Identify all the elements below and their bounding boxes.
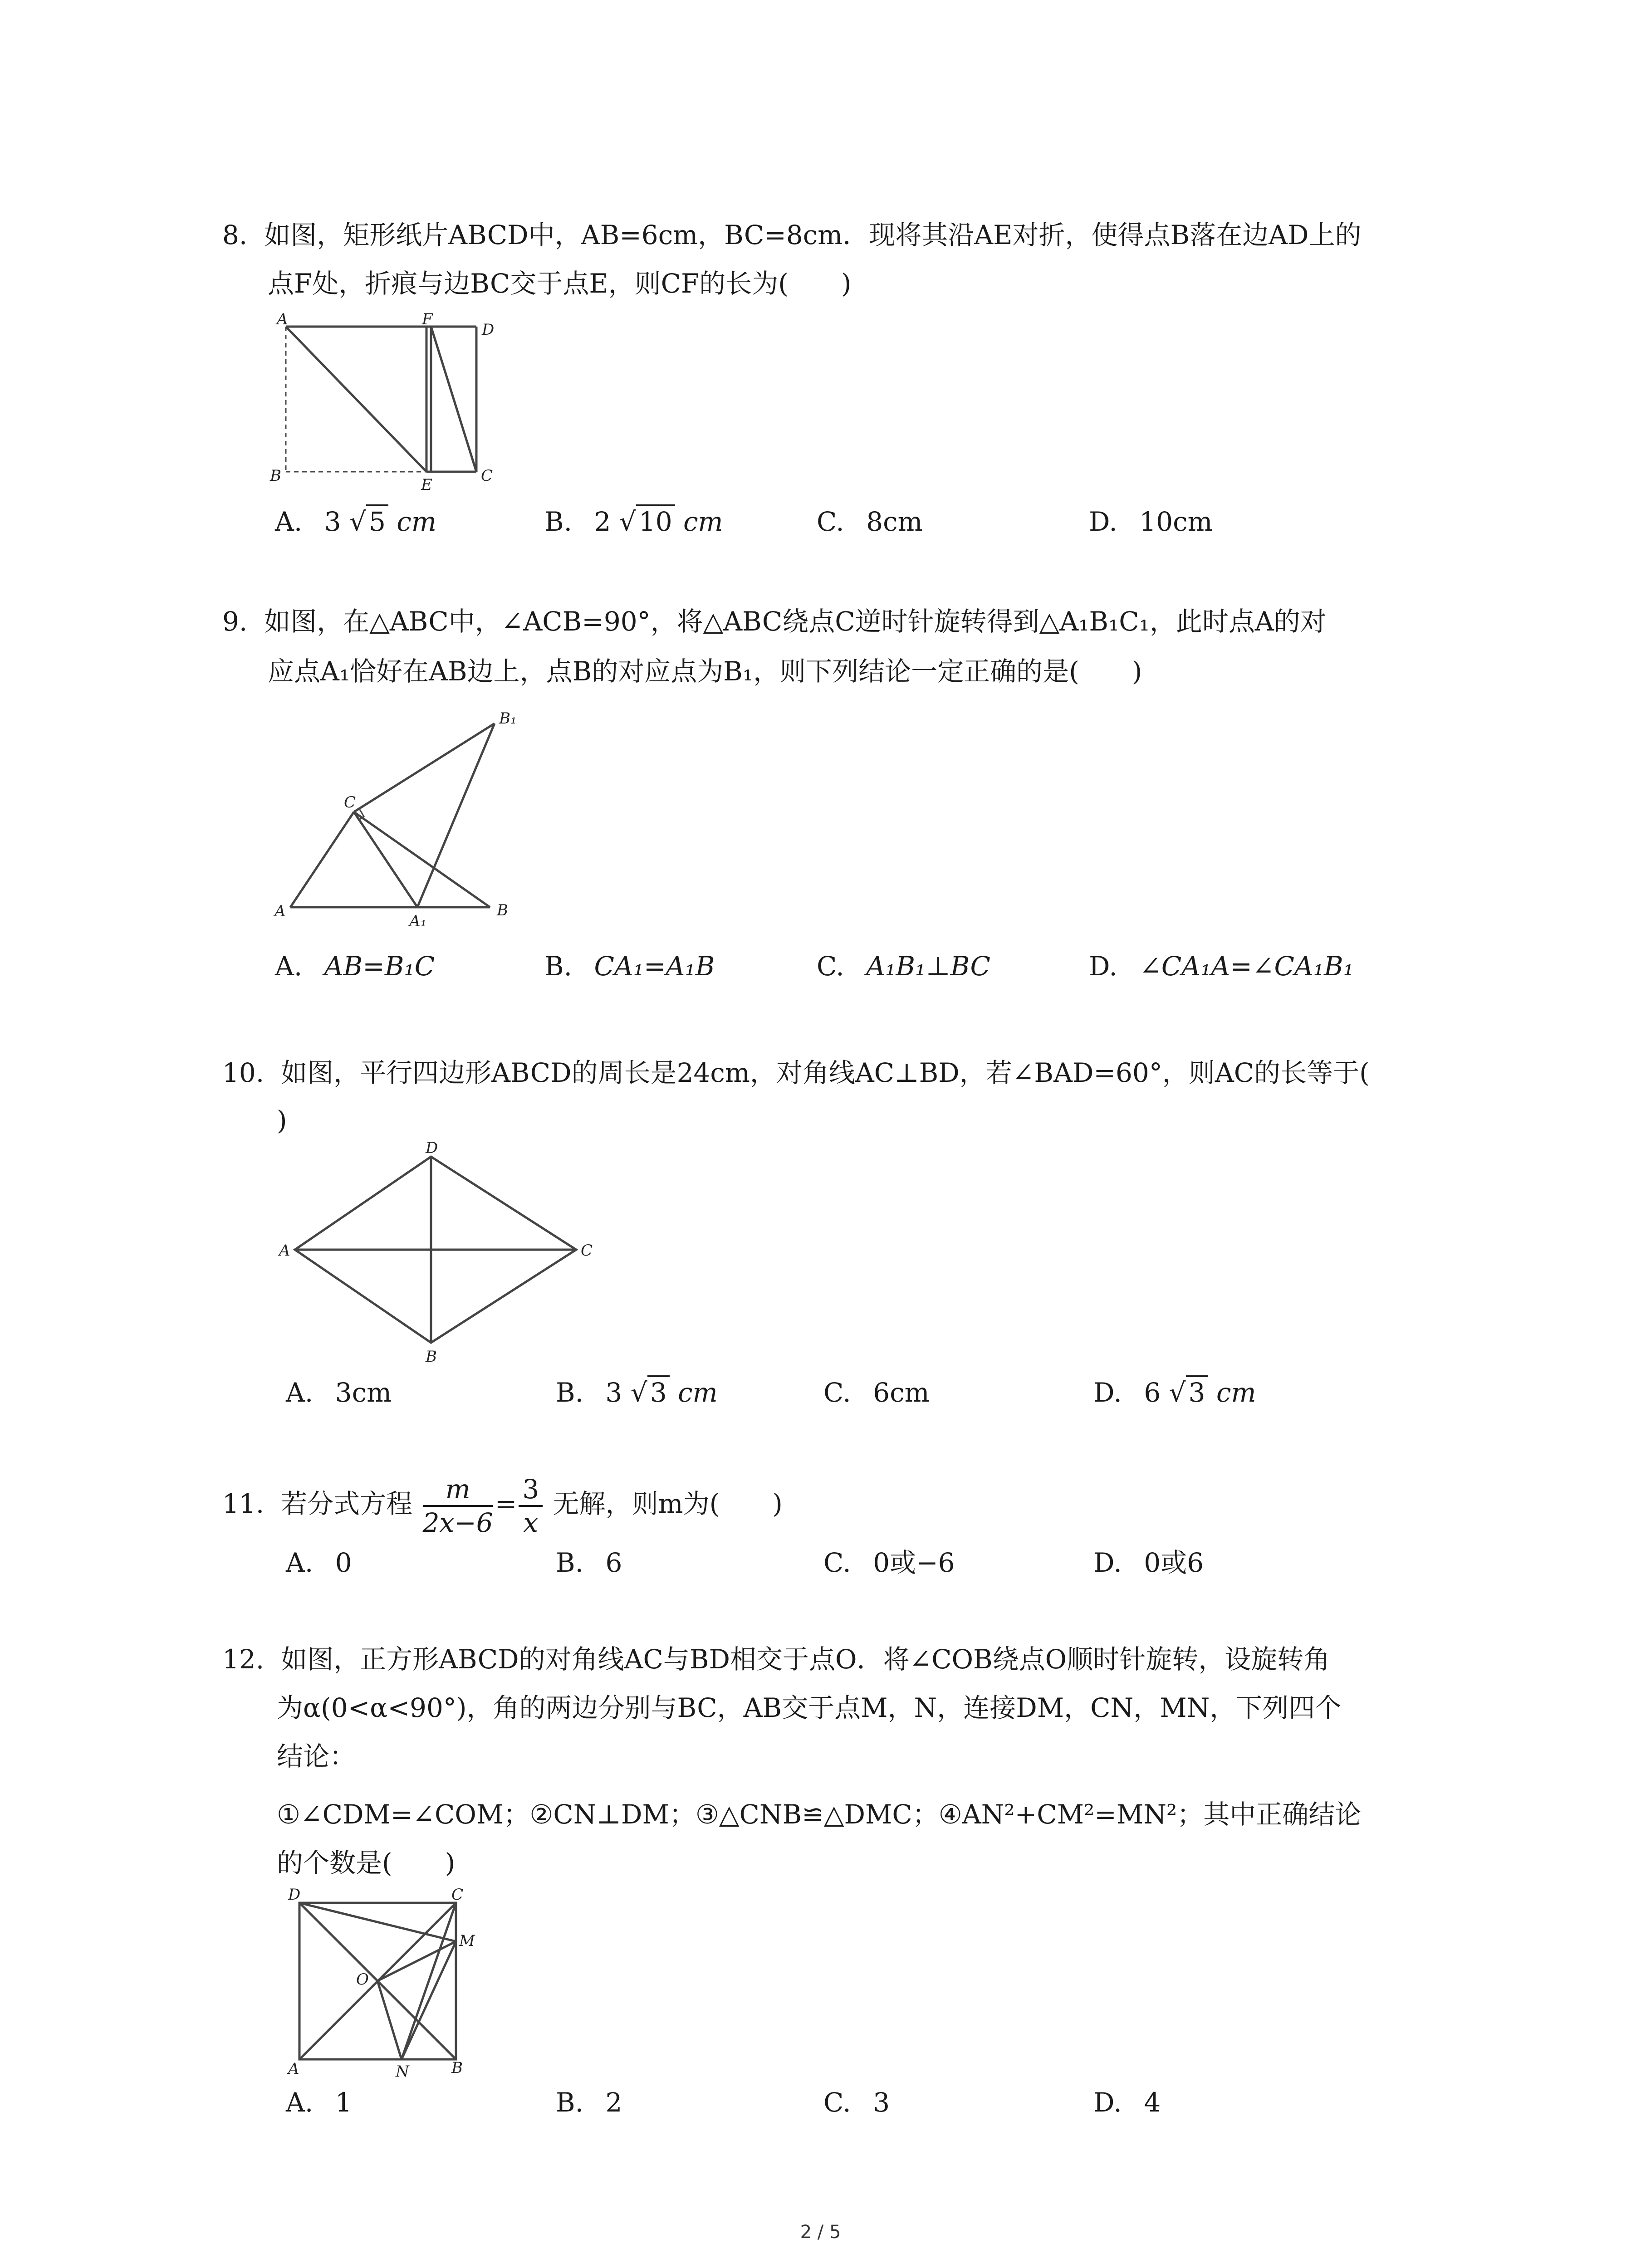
q12-label-C: C <box>451 1886 464 1904</box>
q8-option-b[interactable]: B. 2 √ 10 cm <box>544 503 723 540</box>
q9-rotation-figure <box>268 709 540 930</box>
q9-stem-line2: 应点A₁恰好在AB边上，点B的对应点为B₁，则下列结论一定正确的是( ) <box>268 656 1142 687</box>
q12-label-A: A <box>288 2060 299 2078</box>
q12-stem-line5: 的个数是( ) <box>277 1848 456 1878</box>
q11-option-d-label: D. <box>1093 1547 1122 1578</box>
q11-option-b[interactable]: B. 6 <box>556 1547 622 1578</box>
q12-square-figure <box>272 1882 508 2082</box>
q12-segment-MN <box>402 1941 456 2059</box>
q8-option-d[interactable]: D. 10cm <box>1089 506 1213 537</box>
q8-label-E: E <box>421 476 432 494</box>
q8-option-b-label: B. <box>544 506 573 537</box>
q10-option-a[interactable]: A. 3cm <box>286 1377 392 1408</box>
q9-option-d-label: D. <box>1089 951 1117 982</box>
q10-label-C: C <box>581 1242 593 1260</box>
q9-option-c[interactable]: C. A₁B₁⊥BC <box>817 951 990 982</box>
q8-option-c[interactable]: C. 8cm <box>817 506 923 537</box>
q9-label-C: C <box>344 793 356 811</box>
q8-label-B: B <box>270 467 281 485</box>
q10-stem-line1 <box>222 1055 1370 1091</box>
q8-option-a-label: A. <box>275 506 303 537</box>
q11-fraction-left <box>423 1473 493 1539</box>
q12-option-d-label: D. <box>1093 2087 1122 2118</box>
q11-option-b-label: B. <box>556 1547 584 1578</box>
q10-option-b-label: B. <box>556 1377 584 1408</box>
q11-option-a-label: A. <box>286 1547 314 1578</box>
q11-frac-left-denominator: 2x−6 <box>422 1507 493 1538</box>
q12-option-c[interactable]: C. 3 <box>823 2087 890 2118</box>
q8-number: 8. <box>222 220 248 250</box>
q10-option-a-label: A. <box>286 1377 314 1408</box>
q12-option-d[interactable]: D. 4 <box>1093 2087 1161 2118</box>
q9-segment-AC <box>290 812 354 907</box>
q9-segment-CA1 <box>354 812 417 907</box>
q11-frac-left-numerator: m <box>423 1473 493 1507</box>
q8-segment-FC <box>431 327 476 472</box>
q10-option-c-label: C. <box>823 1377 851 1408</box>
q9-option-d[interactable]: D. ∠CA₁A=∠CA₁B₁ <box>1089 951 1354 982</box>
q10-option-b[interactable]: B. 3 √ 3 cm <box>556 1374 718 1411</box>
q10-label-A: A <box>279 1242 290 1260</box>
q10-stem-line2: ) <box>277 1105 287 1136</box>
q9-segment-CB1 <box>354 723 495 812</box>
q11-option-a[interactable]: A. 0 <box>286 1547 352 1578</box>
q12-option-a-label: A. <box>286 2087 314 2118</box>
q12-option-a[interactable]: A. 1 <box>286 2087 352 2118</box>
q8-stem-line2: 点F处，折痕与边BC交于点E，则CF的长为( ) <box>268 268 852 299</box>
q9-option-a[interactable]: A. AB=B₁C <box>275 951 435 982</box>
q11-frac-right-numerator: 3 <box>519 1473 543 1507</box>
q10-option-d-label: D. <box>1093 1377 1122 1408</box>
q9-number: 9. <box>222 606 248 637</box>
q11-frac-right-denominator: x <box>523 1507 539 1538</box>
q12-label-D: D <box>288 1886 301 1904</box>
q9-segment-A1B1 <box>417 723 495 907</box>
q11-prefix: 若分式方程 <box>281 1488 413 1519</box>
q9-label-B1: B₁ <box>499 709 517 728</box>
q11-equals: = <box>495 1488 517 1519</box>
q8-rectangle-figure <box>268 310 504 494</box>
q8-option-a[interactable]: A. 3 √ 5 cm <box>275 503 436 540</box>
q10-option-c[interactable]: C. 6cm <box>823 1377 930 1408</box>
q12-label-B: B <box>451 2059 463 2077</box>
q12-label-N: N <box>396 2063 409 2081</box>
q11-fraction-right <box>519 1473 543 1539</box>
q8-option-d-label: D. <box>1089 506 1117 537</box>
q10-option-d[interactable]: D. 6 √ 3 cm <box>1093 1374 1256 1411</box>
q11-stem <box>222 1470 783 1539</box>
q8-option-c-label: C. <box>817 506 844 537</box>
q12-label-M: M <box>459 1932 475 1950</box>
q9-stem-line1 <box>222 603 1327 640</box>
q12-option-b-label: B. <box>556 2087 584 2118</box>
q9-option-b[interactable]: B. CA₁=A₁B <box>544 951 715 982</box>
q12-label-O: O <box>356 1970 369 1989</box>
q9-option-a-label: A. <box>275 951 303 982</box>
q9-text-line1: 如图，在△ABC中，∠ACB=90°，将△ABC绕点C逆时针旋转得到△A₁B₁C₁，此时点A的对 <box>264 606 1327 637</box>
q12-stem-line1 <box>222 1641 1330 1677</box>
q11-number: 11. <box>222 1488 265 1519</box>
q9-label-B: B <box>497 901 508 919</box>
q12-stem-line3: 结论： <box>277 1741 356 1772</box>
q10-number: 10. <box>222 1057 265 1088</box>
q8-stem-line1 <box>222 217 1361 253</box>
q9-segment-CB <box>354 812 490 907</box>
q12-option-b[interactable]: B. 2 <box>556 2087 622 2118</box>
q8-label-A: A <box>277 310 288 328</box>
q9-option-c-label: C. <box>817 951 844 982</box>
q9-label-A1: A₁ <box>409 912 427 930</box>
q12-stem-line4: ①∠CDM=∠COM；②CN⊥DM；③△CNB≌△DMC；④AN²+CM²=MN²；其中正确结论 <box>277 1799 1362 1830</box>
q12-text-line1: 如图，正方形ABCD的对角线AC与BD相交于点O．将∠COB绕点O顺时针旋转，设旋转角 <box>281 1644 1330 1675</box>
q8-label-D: D <box>482 321 495 339</box>
q10-label-B: B <box>426 1348 437 1366</box>
page-number: 2 / 5 <box>800 2222 841 2243</box>
q11-suffix: 无解，则m为( ) <box>553 1488 783 1519</box>
q12-segment-CN <box>402 1903 456 2059</box>
q12-option-c-label: C. <box>823 2087 851 2118</box>
q8-crease-AE <box>286 327 426 472</box>
q11-option-d[interactable]: D. 0或6 <box>1093 1547 1204 1578</box>
q8-label-F: F <box>422 310 433 328</box>
q11-option-c-label: C. <box>823 1547 851 1578</box>
q10-rhombus-figure <box>272 1139 617 1370</box>
q8-text-line1: 如图，矩形纸片ABCD中，AB=6cm，BC=8cm．现将其沿AE对折，使得点B落在边AD上的 <box>264 220 1362 250</box>
q12-number: 12. <box>222 1644 265 1675</box>
q11-option-c[interactable]: C. 0或−6 <box>823 1547 955 1578</box>
q9-option-b-label: B. <box>544 951 573 982</box>
q12-stem-line2: 为α(0<α<90°)，角的两边分别与BC，AB交于点M，N，连接DM，CN，MN，下列四个 <box>277 1692 1342 1723</box>
q12-segment-OM <box>377 1941 456 1981</box>
q9-label-A: A <box>274 902 286 920</box>
q8-label-C: C <box>481 467 493 485</box>
q12-segment-DM <box>299 1903 456 1941</box>
q10-label-D: D <box>426 1139 438 1157</box>
q10-text-line1: 如图，平行四边形ABCD的周长是24cm，对角线AC⊥BD，若∠BAD=60°，则AC的长等于( <box>281 1057 1370 1088</box>
